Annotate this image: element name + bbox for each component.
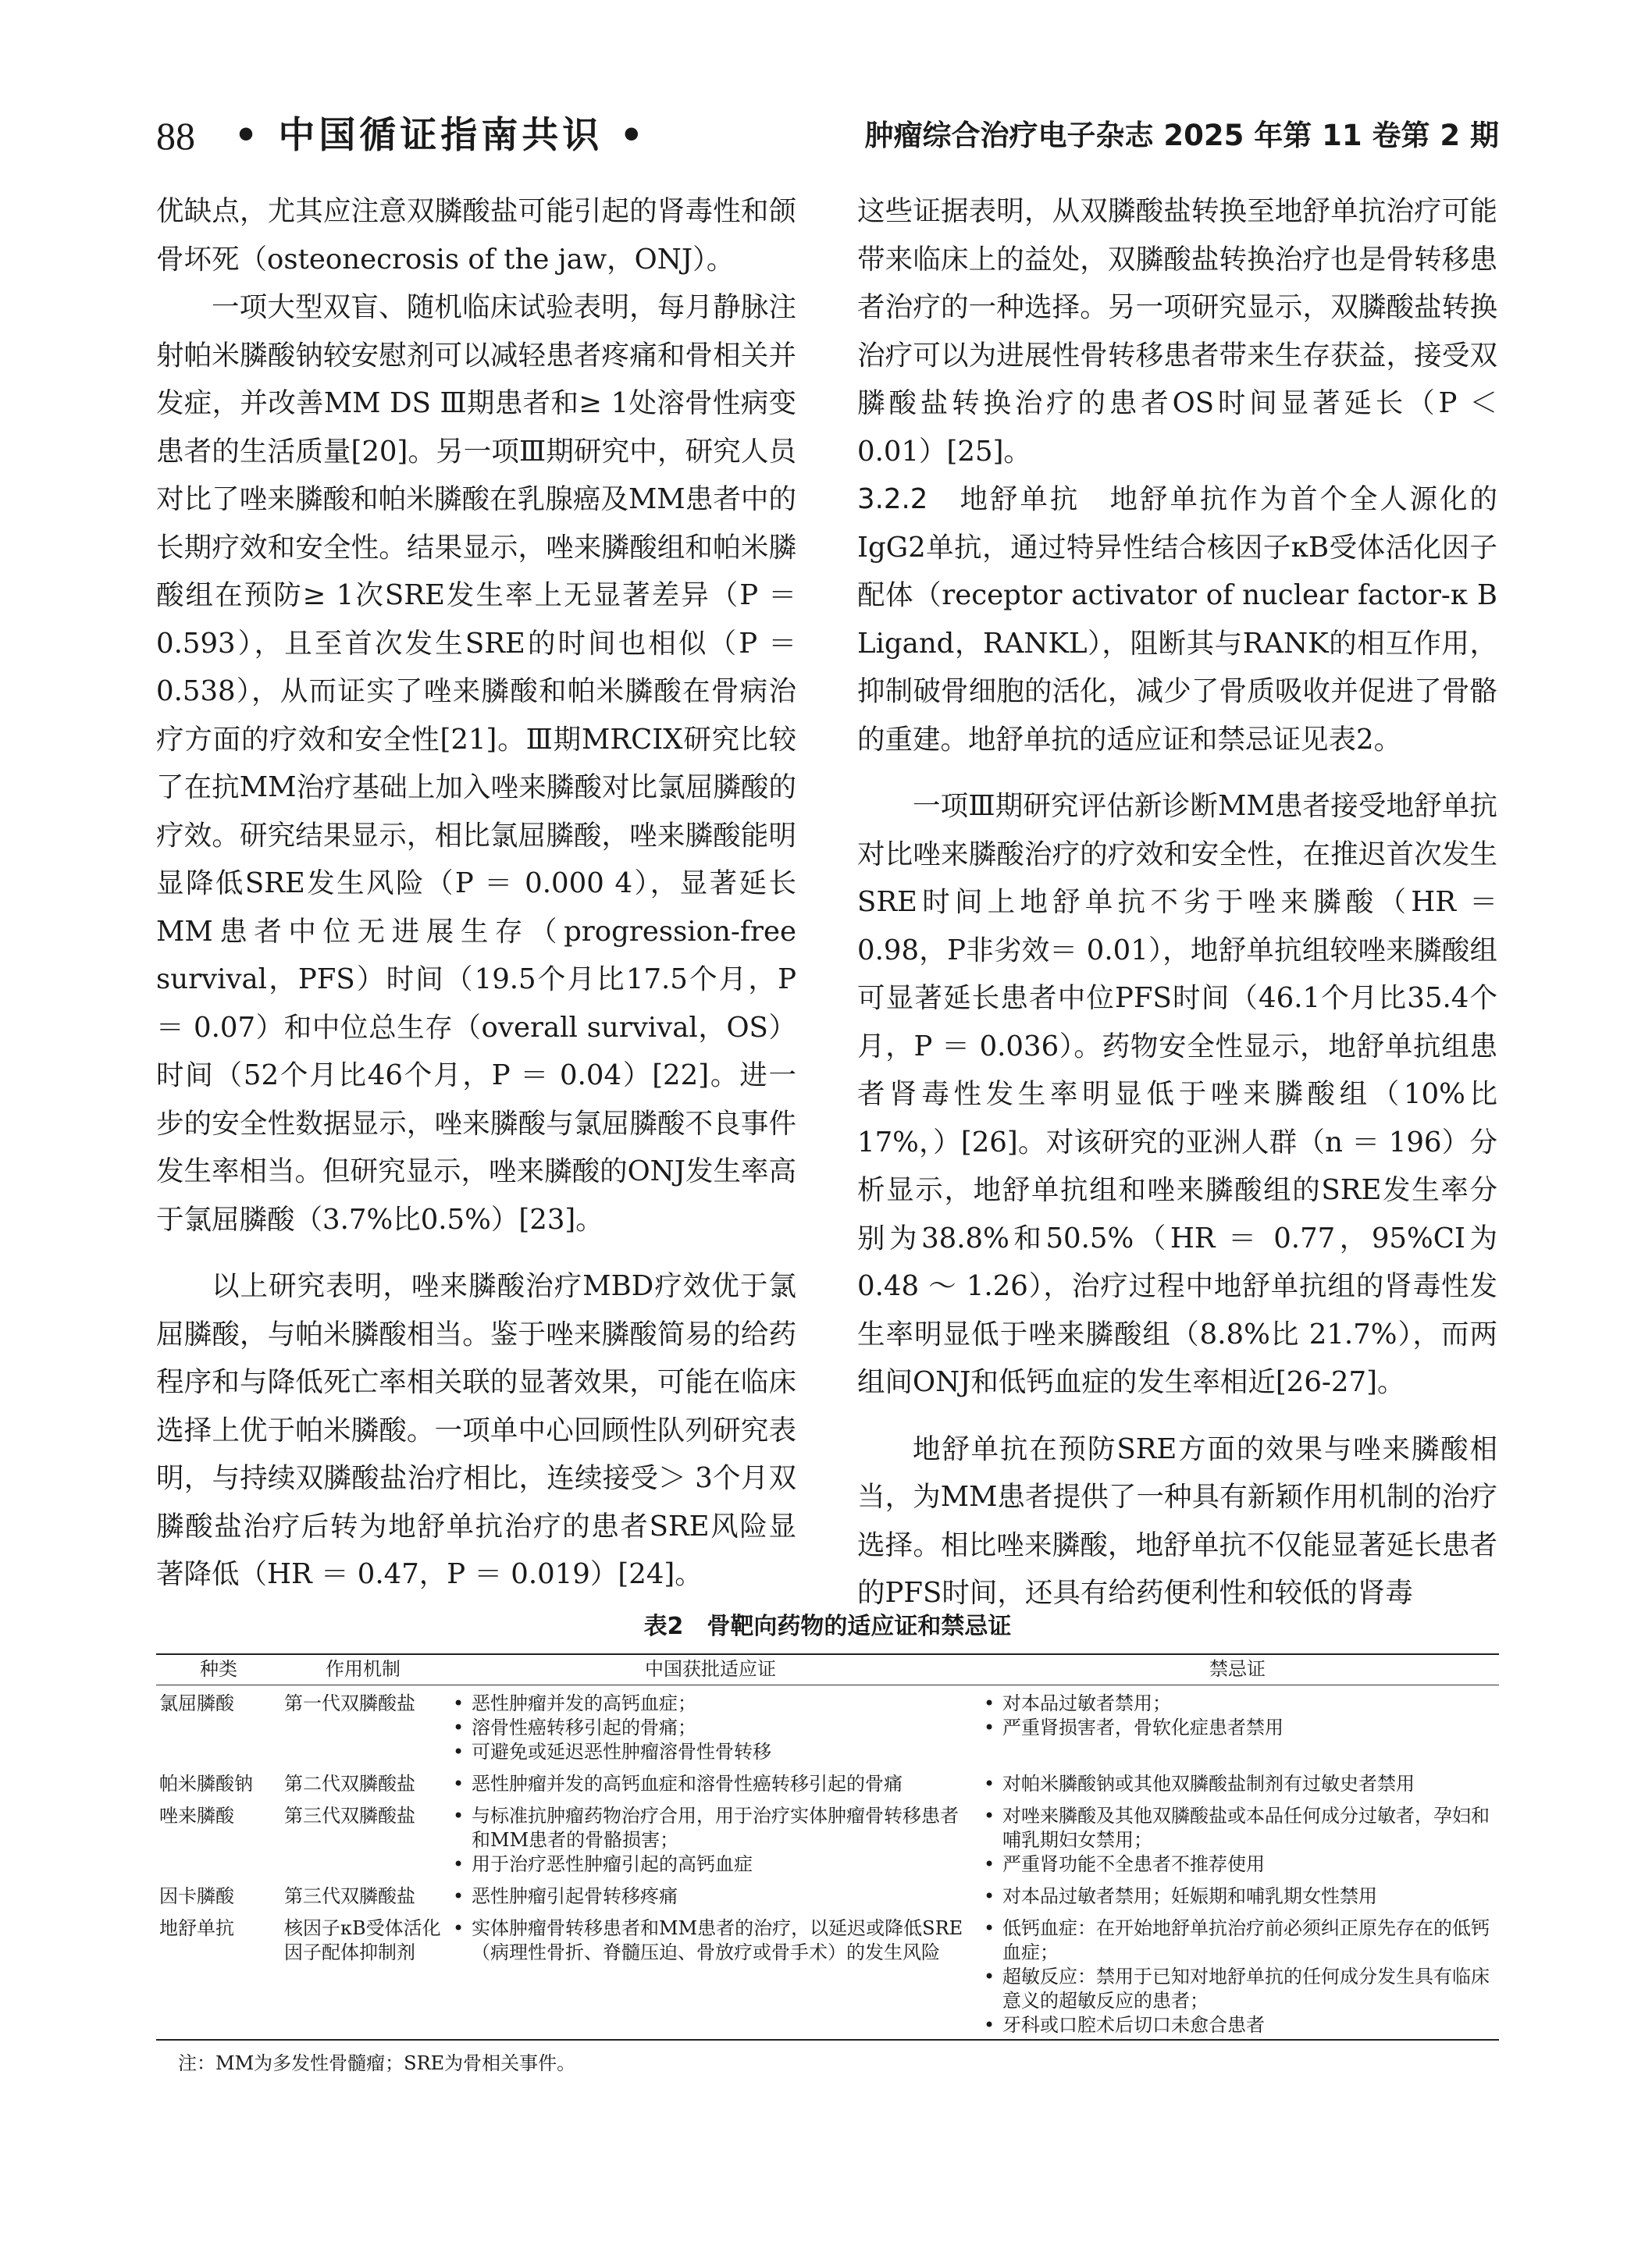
page-header (156, 108, 1499, 164)
journal-section-title: • 中国循证指南共识 • (234, 114, 647, 157)
mechanism: 第三代双膦酸盐 (284, 1805, 415, 1827)
left-column (156, 187, 796, 1599)
header-indications: 中国获批适应证 (445, 1655, 976, 1685)
drug-name: 帕米膦酸钠 (159, 1773, 253, 1795)
drug-name: 因卡膦酸 (159, 1885, 234, 1907)
drug-name: 唑来膦酸 (159, 1805, 234, 1827)
section-paragraph (857, 475, 1497, 763)
paragraph: 一项Ⅲ期研究评估新诊断MM患者接受地舒单抗对比唑来膦酸治疗的疗效和安全性，在推迟首次发生SRE时间上地舒单抗不劣于唑来膦酸（HR ＝ 0.98，P非劣效＝ 0.01），地舒单抗组较唑来膦酸组可显著延长患者中位PFS时间（46.1个月比35.4个月，P ＝ 0.036）。药物安全性显示，地舒单抗组患者肾毒性发生率明显低于唑来膦酸组（10%比17%，）[26]。对该研究的亚洲人群（n ＝ 196）分析显示，地舒单抗组和唑来膦酸组的SRE发生率分别为38.8%和50.5%（HR ＝ 0.77，95%CI为0.48 ～ 1.26），治疗过程中地舒单抗组的肾毒性发生率明显低于唑来膦酸组（8.8%比 21.7%），而两组间ONJ和低钙血症的发生率相近[26-27]。 (857, 790, 1497, 1398)
indication-table (156, 1653, 1499, 2041)
mechanism: 第三代双膦酸盐 (284, 1885, 415, 1907)
table-row (156, 1878, 1499, 1910)
indication-item: • 溶骨性癌转移引起的骨痛； (448, 1716, 973, 1740)
paragraph: 以上研究表明，唑来膦酸治疗MBD疗效优于氯屈膦酸，与帕米膦酸相当。鉴于唑来膦酸简易的给药程序和与降低死亡率相关联的显著效果，可能在临床选择上优于帕米膦酸。一项单中心回顾性队列研究表明，与持续双膦酸盐治疗相比，连续接受＞ 3个月双膦酸盐治疗后转为地舒单抗治疗的患者SRE风险显著降低（HR ＝ 0.47，P ＝ 0.019）[24]。 (156, 1270, 796, 1590)
journal-issue-info: 肿瘤综合治疗电子杂志 2025 年第 11 卷第 2 期 (864, 119, 1499, 152)
indication-item: • 恶性肿瘤并发的高钙血症； (448, 1692, 973, 1716)
header-kind: 种类 (156, 1655, 281, 1685)
table-header-row (156, 1655, 1499, 1685)
contraindication-item: • 对帕米膦酸钠或其他双膦酸盐制剂有过敏史者禁用 (979, 1772, 1496, 1796)
indication-item: • 恶性肿瘤引起骨转移疼痛 (448, 1884, 973, 1909)
right-column (857, 187, 1497, 1617)
indication-item: • 实体肿瘤骨转移患者和MM患者的治疗，以延迟或降低SRE（病理性骨折、脊髓压迫、骨放疗或骨手术）的发生风险 (448, 1916, 973, 1965)
mechanism: 第一代双膦酸盐 (284, 1692, 415, 1714)
indication-item: • 与标准抗肿瘤药物治疗合用，用于治疗实体肿瘤骨转移患者和MM患者的骨骼损害； (448, 1804, 973, 1852)
header-contraindications: 禁忌证 (976, 1655, 1499, 1685)
header-mechanism: 作用机制 (281, 1655, 445, 1685)
contraindication-item: • 严重肾损害者，骨软化症患者禁用 (979, 1716, 1496, 1740)
paragraph: 一项大型双盲、随机临床试验表明，每月静脉注射帕米膦酸钠较安慰剂可以减轻患者疼痛和骨相关并发症，并改善MM DS Ⅲ期患者和≥ 1处溶骨性病变患者的生活质量[20]。另一项Ⅲ期研究中，研究人员对比了唑来膦酸和帕米膦酸在乳腺癌及MM患者中的长期疗效和安全性。结果显示，唑来膦酸组和帕米膦酸组在预防≥ 1次SRE发生率上无显著差异（P ＝ 0.593），且至首次发生SRE的时间也相似（P ＝ 0.538），从而证实了唑来膦酸和帕米膦酸在骨病治疗方面的疗效和安全性[21]。Ⅲ期MRCIX研究比较了在抗MM治疗基础上加入唑来膦酸对比氯屈膦酸的疗效。研究结果显示，相比氯屈膦酸，唑来膦酸能明显降低SRE发生风险（P ＝ 0.000 4），显著延长MM患者中位无进展生存（progression-free survival，PFS）时间（19.5个月比17.5个月，P ＝ 0.07）和中位总生存（overall survival，OS）时间（52个月比46个月，P ＝ 0.04）[22]。进一步的安全性数据显示，唑来膦酸与氯屈膦酸不良事件发生率相当。但研究显示，唑来膦酸的ONJ发生率高于氯屈膦酸（3.7%比0.5%）[23]。 (156, 291, 796, 1236)
indication-item: • 用于治疗恶性肿瘤引起的高钙血症 (448, 1852, 973, 1877)
table-row (156, 1798, 1499, 1878)
indication-item: • 可避免或延迟恶性肿瘤溶骨性骨转移 (448, 1740, 973, 1764)
table-footnote: 注：MM为多发性骨髓瘤；SRE为骨相关事件。 (178, 2052, 576, 2074)
contraindication-item: • 对唑来膦酸及其他双膦酸盐或本品任何成分过敏者，孕妇和哺乳期妇女禁用； (979, 1804, 1496, 1852)
indication-item: • 恶性肿瘤并发的高钙血症和溶骨性癌转移引起的骨痛 (448, 1772, 973, 1796)
table-row (156, 1910, 1499, 2039)
table-caption: 表2 骨靶向药物的适应证和禁忌证 (643, 1613, 1012, 1640)
drug-name: 地舒单抗 (159, 1917, 234, 1939)
paragraph: 地舒单抗在预防SRE方面的效果与唑来膦酸相当，为MM患者提供了一种具有新颖作用机制的治疗选择。相比唑来膦酸，地舒单抗不仅能显著延长患者的PFS时间，还具有给药便利性和较低的肾毒 (857, 1432, 1497, 1609)
contraindication-item: • 超敏反应：禁用于已知对地舒单抗的任何成分发生具有临床意义的超敏反应的患者； (979, 1965, 1496, 2013)
mechanism: 第二代双膦酸盐 (284, 1773, 415, 1795)
section-heading: 3.2.2 地舒单抗 (857, 483, 1081, 515)
drug-name: 氯屈膦酸 (159, 1692, 234, 1714)
table-row (156, 1766, 1499, 1798)
contraindication-item: • 牙科或口腔术后切口未愈合患者 (979, 2013, 1496, 2037)
contraindication-item: • 严重肾功能不全患者不推荐使用 (979, 1852, 1496, 1877)
section-text: 地舒单抗作为首个全人源化的IgG2单抗，通过特异性结合核因子κB受体活化因子配体（receptor activator of nuclear factor-κ B Ligand，RANKL），阻断其与RANK的相互作用，抑制破骨细胞的活化，减少了骨质吸收并促进了骨骼的重建。地舒单抗的适应证和禁忌证见表2。 (857, 483, 1497, 756)
paragraph: 这些证据表明，从双膦酸盐转换至地舒单抗治疗可能带来临床上的益处，双膦酸盐转换治疗也是骨转移患者治疗的一种选择。另一项研究显示，双膦酸盐转换治疗可以为进展性骨转移患者带来生存获益，接受双膦酸盐转换治疗的患者OS时间显著延长（P ＜ 0.01）[25]。 (857, 195, 1497, 468)
page-number: 88 (156, 114, 195, 158)
paragraph: 优缺点，尤其应注意双膦酸盐可能引起的肾毒性和颌骨坏死（osteonecrosis of the jaw，ONJ）。 (156, 195, 796, 276)
table-row (156, 1685, 1499, 1767)
contraindication-item: • 对本品过敏者禁用；妊娠期和哺乳期女性禁用 (979, 1884, 1496, 1909)
mechanism: 核因子κB受体活化因子配体抑制剂 (284, 1917, 441, 1963)
contraindication-item: • 低钙血症：在开始地舒单抗治疗前必须纠正原先存在的低钙血症； (979, 1916, 1496, 1965)
contraindication-item: • 对本品过敏者禁用； (979, 1692, 1496, 1716)
